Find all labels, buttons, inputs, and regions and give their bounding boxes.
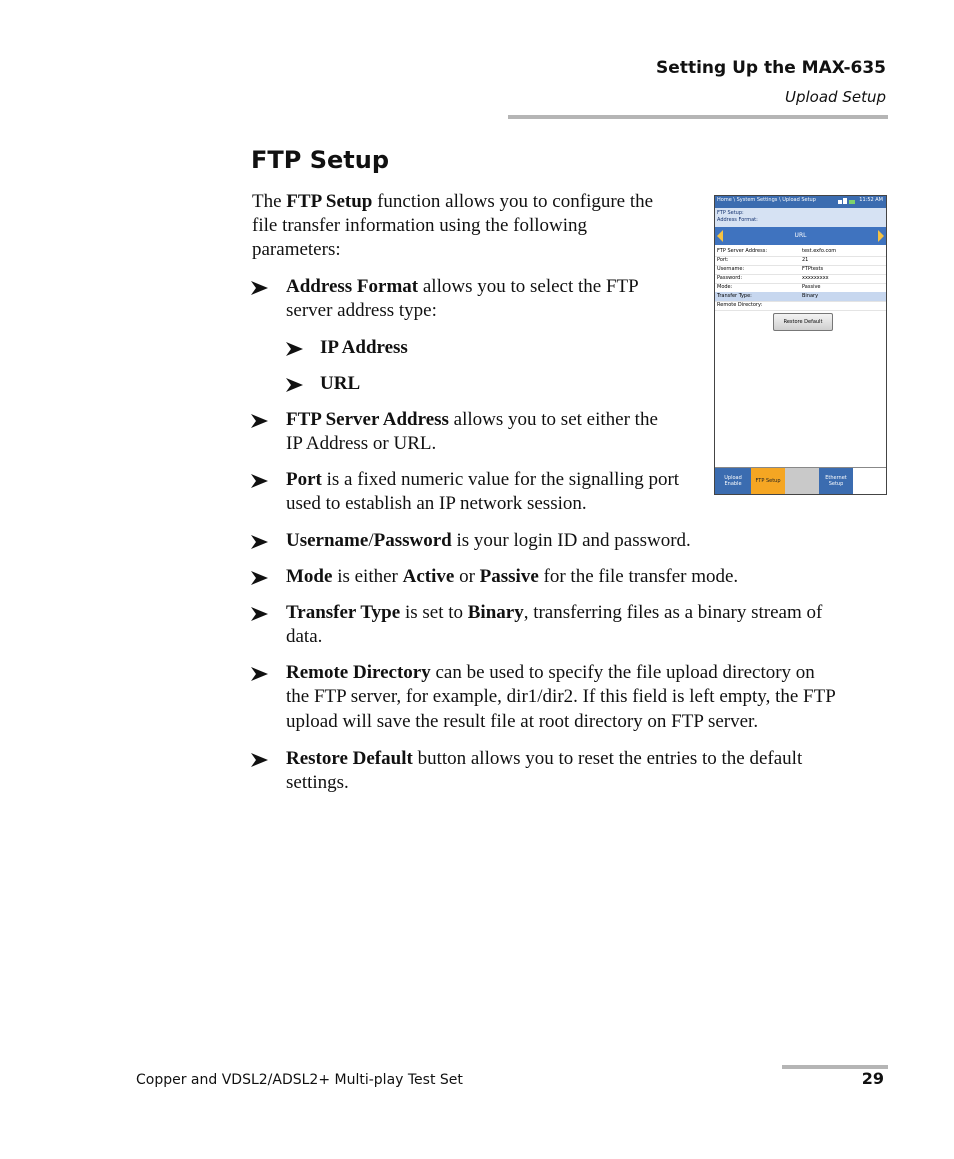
page-title: FTP Setup (251, 146, 390, 174)
footer-product: Copper and VDSL2/ADSL2+ Multi-play Test Set (136, 1072, 463, 1088)
device-tab-bar (715, 467, 886, 494)
intro-line-2: file transfer information using the following (252, 215, 588, 236)
page-number: 29 (861, 1069, 884, 1088)
transfer-line-1: Transfer Type is set to Binary, transferring files as a binary stream of (286, 602, 823, 623)
tab-disabled (785, 468, 819, 494)
remote-line-1: Remote Directory can be used to specify the file upload directory on (286, 662, 815, 683)
ftp-setup-screenshot (714, 195, 887, 495)
tab-ftp-setup[interactable]: FTP Setup (751, 468, 785, 494)
bullet-arrow-icon (251, 474, 268, 488)
sub-bullet-arrow-icon (286, 342, 303, 356)
bullet-arrow-icon (251, 535, 268, 549)
server-address-line-2: IP Address or URL. (286, 433, 437, 454)
option-url: URL (320, 373, 361, 394)
device-row-server[interactable]: FTP Server Address: test.exfo.com (715, 247, 886, 257)
section-title: Upload Setup (785, 88, 886, 106)
remote-line-3: upload will save the result file at root directory on FTP server. (286, 711, 759, 732)
address-format-selector[interactable] (715, 227, 886, 245)
bullet-arrow-icon (251, 414, 268, 428)
bullet-arrow-icon (251, 571, 268, 585)
restore-line-2: settings. (286, 772, 349, 793)
device-row-transfer-type[interactable]: Transfer Type: Binary (715, 292, 886, 302)
port-line-1: Port is a fixed numeric value for the signalling port (286, 469, 680, 490)
network-status-icon (838, 198, 856, 205)
sub-bullet-arrow-icon (286, 378, 303, 392)
device-row-port[interactable]: Port: 21 (715, 256, 886, 266)
tab-ethernet-setup[interactable]: Ethernet Setup (819, 468, 853, 494)
bullet-arrow-icon (251, 667, 268, 681)
credentials-line: Username/Password is your login ID and password. (286, 530, 691, 551)
port-line-2: used to establish an IP network session. (286, 493, 587, 514)
intro-line-1: The FTP Setup function allows you to configure the (252, 191, 654, 212)
restore-line-1: Restore Default button allows you to reset the entries to the default (286, 748, 803, 769)
address-format-value: URL (794, 232, 807, 239)
server-address-line-1: FTP Server Address allows you to set either the (286, 409, 658, 430)
device-row-username[interactable]: Username: FTPtests (715, 265, 886, 275)
bullet-arrow-icon (251, 281, 268, 295)
mode-line: Mode is either Active or Passive for the file transfer mode. (286, 566, 739, 587)
device-row-password[interactable]: Password: xxxxxxxxx (715, 274, 886, 284)
device-row-remote-directory[interactable]: Remote Directory: (715, 301, 886, 311)
address-format-line-1: Address Format allows you to select the FTP (286, 276, 639, 297)
device-clock: 11:52 AM (859, 197, 883, 203)
chapter-title: Setting Up the MAX-635 (656, 58, 886, 78)
header-rule (508, 115, 888, 119)
device-section-header (715, 208, 886, 227)
intro-line-3: parameters: (252, 239, 341, 260)
arrow-right-icon[interactable] (878, 230, 884, 242)
transfer-line-2: data. (286, 626, 323, 647)
tab-upload-enable[interactable]: Upload Enable (715, 468, 751, 494)
bullet-arrow-icon (251, 753, 268, 767)
option-ip-address: IP Address (320, 337, 408, 358)
address-format-line-2: server address type: (286, 300, 437, 321)
remote-line-2: the FTP server, for example, dir1/dir2. If this field is left empty, the FTP (286, 686, 836, 707)
restore-default-button[interactable]: Restore Default (773, 313, 833, 331)
device-breadcrumb: Home \ System Settings \ Upload Setup (717, 197, 816, 203)
device-section-label: FTP Setup: (717, 210, 744, 216)
device-title-bar (715, 196, 886, 208)
device-row-mode[interactable]: Mode: Passive (715, 283, 886, 293)
bullet-arrow-icon (251, 607, 268, 621)
device-field-label: Address Format: (717, 217, 758, 223)
